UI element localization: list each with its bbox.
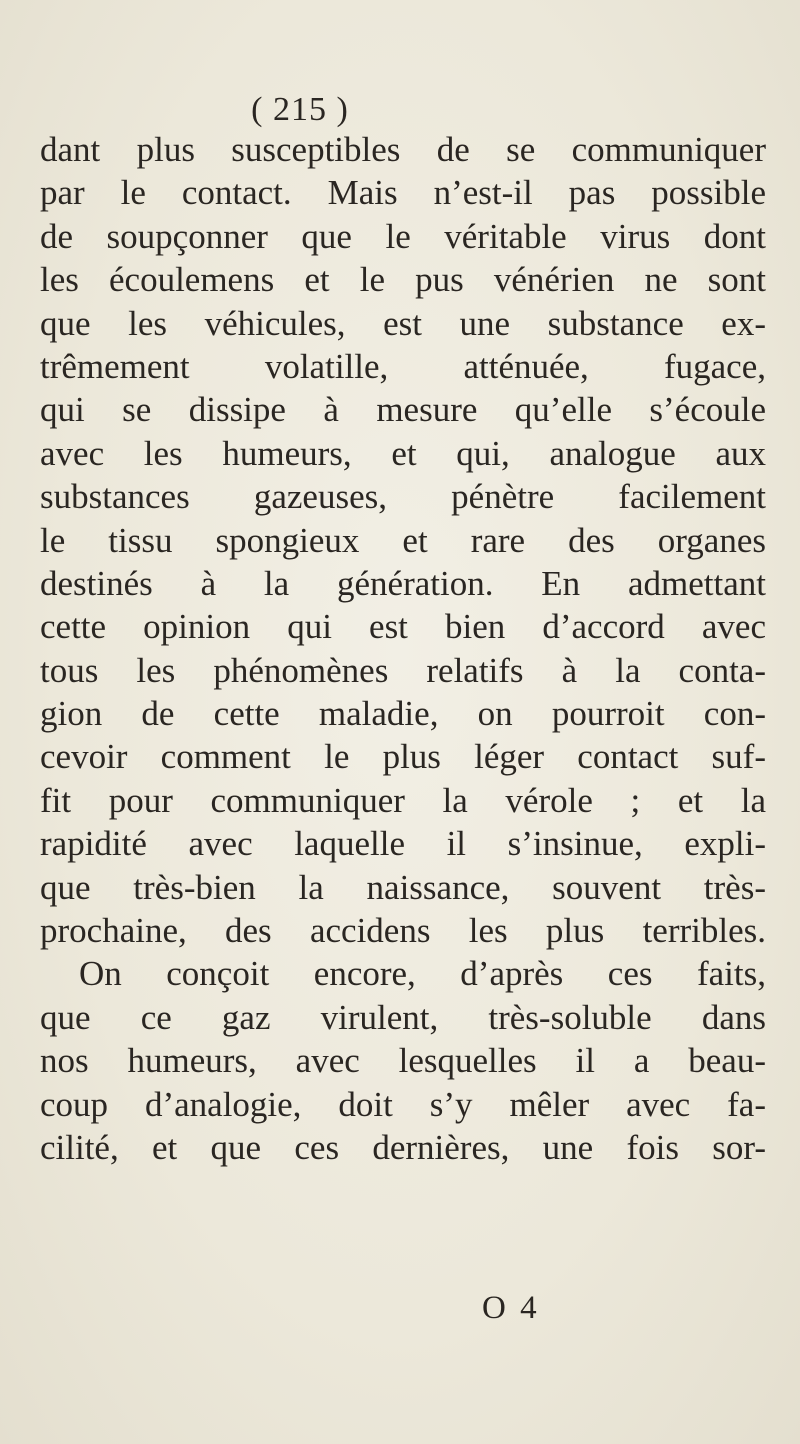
text-line: que les véhicules, est une substance ex-: [40, 303, 766, 343]
text-line: de soupçonner que le véritable virus dont: [40, 216, 766, 256]
text-line: par le contact. Mais n’est-il pas possible: [40, 173, 766, 213]
text-line: nos humeurs, avec lesquelles il a beau-: [40, 1041, 766, 1081]
text-line: que ce gaz virulent, très-soluble dans: [40, 997, 766, 1037]
text-line: destinés à la génération. En admettant: [40, 563, 766, 603]
text-line: avec les humeurs, et qui, analogue aux: [40, 433, 766, 473]
text-line: dant plus susceptibles de se communiquer: [40, 130, 766, 169]
text-line: substances gazeuses, pénètre facilement: [40, 477, 766, 517]
text-line: rapidité avec laquelle il s’insinue, expli-: [40, 824, 766, 864]
text-line: que très-bien la naissance, souvent très-: [40, 867, 766, 907]
text-line: cette opinion qui est bien d’accord avec: [40, 607, 766, 647]
text-line: prochaine, des accidens les plus terribles.: [40, 911, 766, 951]
text-line: qui se dissipe à mesure qu’elle s’écoule: [40, 390, 766, 430]
paragraph-start-line: On conçoit encore, d’après ces faits,: [79, 954, 766, 994]
text-line: cevoir comment le plus léger contact suf-: [40, 737, 766, 777]
text-line: cilité, et que ces dernières, une fois sor-: [40, 1127, 766, 1167]
body-text: [40, 128, 766, 1169]
text-line: fit pour communiquer la vérole ; et la: [40, 780, 766, 820]
text-line: tous les phénomènes relatifs à la conta-: [40, 650, 766, 690]
text-line: coup d’analogie, doit s’y mêler avec fa-: [40, 1084, 766, 1124]
text-line: gion de cette maladie, on pourroit con-: [40, 694, 766, 734]
text-line: trêmement volatille, atténuée, fugace,: [40, 346, 766, 386]
signature-mark: O 4: [482, 1290, 540, 1326]
text-line: les écoulemens et le pus vénérien ne sont: [40, 260, 766, 300]
text-line: le tissu spongieux et rare des organes: [40, 520, 766, 560]
page-number: ( 215 ): [251, 91, 349, 128]
